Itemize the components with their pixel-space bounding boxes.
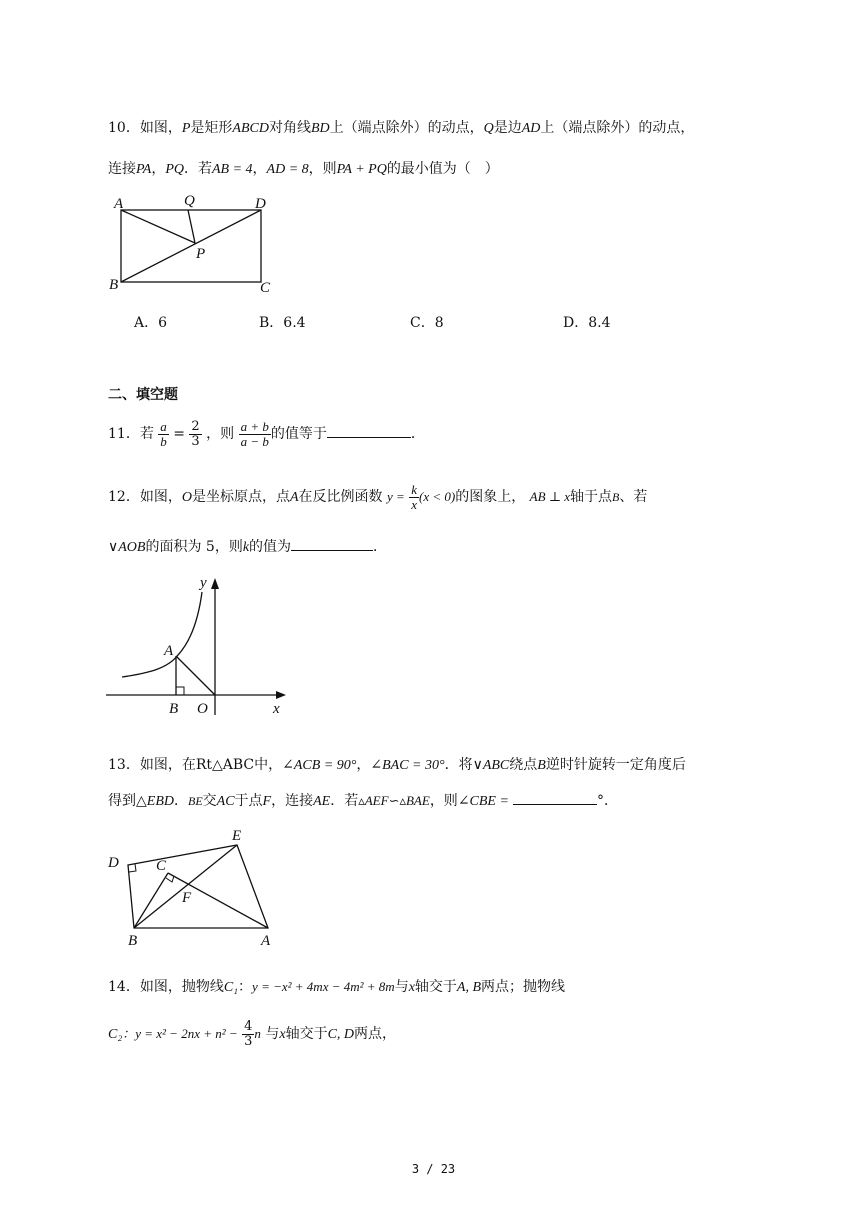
q10-line2: 连接PA，PQ．若AB = 4，AD = 8，则PA + PQ的最小值为（ ） bbox=[108, 161, 499, 177]
label-c: C bbox=[156, 858, 167, 874]
right-angle-mark bbox=[176, 687, 184, 695]
label-d: D bbox=[108, 855, 119, 871]
fraction-k-over-x: $\frac{k}{x}$ bbox=[411, 482, 417, 512]
label-o: O bbox=[197, 701, 208, 717]
q10-rectangle-figure bbox=[100, 188, 290, 298]
diagonal-bd bbox=[121, 210, 261, 282]
label-b: B bbox=[109, 277, 119, 293]
x-axis-arrow bbox=[276, 691, 286, 699]
q10-option-a: A．6 bbox=[134, 315, 168, 331]
fraction-sum-over-diff: $\frac{a + b}{a - b}$ bbox=[240, 419, 269, 449]
segment-be bbox=[134, 845, 237, 928]
label-c: C bbox=[260, 280, 271, 296]
q10-option-d: D．8.4 bbox=[563, 315, 611, 331]
q10-option-b: B．6.4 bbox=[259, 315, 306, 331]
fraction-a-over-b: $\frac{a}{b}$ bbox=[160, 419, 167, 449]
q13-line2: 得到△EBD．BE交AC于点F，连接AE．若▵AEF∽▵BAE，则∠CBE = °． bbox=[108, 793, 618, 809]
q13-rotation-figure bbox=[100, 820, 290, 950]
label-d: D bbox=[255, 196, 266, 212]
q12-line2: ∨AOB的面积为 5，则k的值为 ． bbox=[108, 539, 388, 555]
label-a: A bbox=[114, 196, 124, 212]
answer-blank[interactable] bbox=[291, 549, 373, 551]
answer-blank[interactable] bbox=[327, 436, 411, 438]
segment-pa bbox=[121, 210, 195, 243]
label-y: y bbox=[200, 575, 207, 591]
label-b: B bbox=[169, 701, 179, 717]
right-angle-mark-c bbox=[166, 876, 174, 882]
hyperbola-branch bbox=[122, 592, 202, 677]
q13-line1: 13．如图，在Rt△ABC中，∠ACB = 90°，∠BAC = 30°．将∨ABC绕点B逆时针旋转一定角度后 bbox=[108, 757, 686, 773]
label-p: P bbox=[196, 246, 206, 262]
label-x: x bbox=[273, 701, 280, 717]
segment-bc bbox=[134, 873, 168, 928]
y-axis-arrow bbox=[211, 578, 219, 589]
label-q: Q bbox=[184, 193, 195, 209]
q11-line: 11．若 $\frac{a}{b}$ = $\frac{2}{3}$ ，则 $\frac{a + b}{a - b}$ 的值等于 ． bbox=[108, 419, 425, 449]
answer-blank[interactable] bbox=[513, 803, 597, 805]
label-a: A bbox=[164, 643, 174, 659]
label-a: A bbox=[261, 933, 271, 949]
label-f: F bbox=[182, 890, 192, 906]
segment-ao bbox=[176, 656, 215, 695]
q12-hyperbola-figure bbox=[100, 570, 300, 720]
page-number: 3 / 23 bbox=[411, 1162, 456, 1176]
q10-line1: 10．如图，P是矩形ABCD对角线BD上（端点除外）的动点，Q是边AD上（端点除外）的动点， bbox=[108, 120, 695, 136]
segment-pq bbox=[188, 210, 195, 243]
q10-option-c: C．8 bbox=[410, 315, 444, 331]
section-heading: 二、填空题 bbox=[108, 387, 178, 403]
q14-line2: C₂：y = x² − 2nx + n² − $\frac{4}{3}$ n 与x轴交于C, D两点， bbox=[108, 1019, 397, 1049]
label-b: B bbox=[128, 933, 138, 949]
q12-line1: 12．如图，O是坐标原点，点A在反比例函数 y = $\frac{k}{x}$ (x < 0)的图象上， AB ⊥ x轴于点B、若 bbox=[108, 482, 648, 512]
fraction-2-over-3: $\frac{2}{3}$ bbox=[191, 419, 200, 449]
fraction-4-over-3: $\frac{4}{3}$ bbox=[244, 1019, 253, 1049]
label-e: E bbox=[232, 828, 242, 844]
q14-line1: 14．如图，抛物线C₁：y = −x² + 4mx − 4m² + 8m与x轴交于A, B两点；抛物线 bbox=[108, 979, 566, 995]
